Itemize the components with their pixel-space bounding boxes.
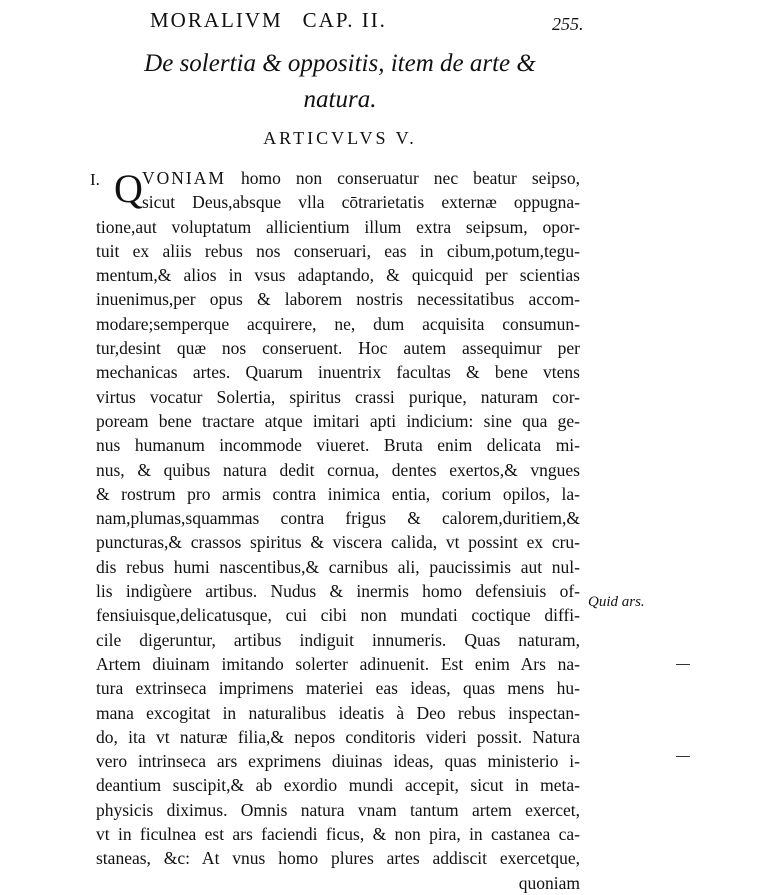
- body-text: [96, 166, 580, 895]
- text-line: staneas, &c: At vnus homo plures artes addiscit exercetque,: [96, 848, 580, 869]
- text-line: nus humanum incommode viueret. Bruta enim delicata mi-: [96, 435, 580, 456]
- text-line: lis indigùere artibus. Nudus & inermis homo defensiuis of-: [96, 581, 580, 602]
- text-line: sicut Deus,absque vlla cōtrarietatis externæ oppugna-: [142, 192, 580, 213]
- title-line-1: De solertia & oppositis, item de arte &: [144, 50, 536, 77]
- catchword: quoniam: [518, 872, 580, 893]
- text-line: nam,plumas,squammas contra frigus & calorem,duritiem,&: [96, 508, 580, 529]
- article-heading: ARTICVLVS V.: [263, 128, 417, 148]
- margin-tick: [676, 756, 690, 757]
- margin-note: Quid ars.: [588, 594, 645, 610]
- text-line: [96, 166, 580, 190]
- text-line: mana excogitat in naturalibus ideatis à Deo rebus inspectan-: [96, 702, 580, 723]
- text-line: tione,aut voluptatum allicientium illum extra seipsum, opor-: [96, 216, 580, 237]
- text-line: tura extrinseca imprimens materiei eas ideas, quas mens hu-: [96, 678, 580, 699]
- line-text: homo non conseruatur nec beatur seipso,: [225, 168, 580, 188]
- running-head-right: CAP. II.: [302, 8, 387, 32]
- text-line: physicis diximus. Omnis natura vnam tantum artem exercet,: [96, 799, 580, 820]
- text-line: do, ita vt naturæ filia,& nepos conditoris videri possit. Natura: [96, 726, 580, 747]
- text-line: vero intrinseca ars exprimens diuinas ideas, quas ministerio i-: [96, 751, 580, 772]
- text-line: tur,desint quæ nos conseruent. Hoc autem assequimur per: [96, 338, 580, 359]
- text-line: deantium suscipit,& ab exordio mundi accepit, sicut in meta-: [96, 775, 580, 796]
- text-line: modare;semperque acquirere, ne, dum acquisita consumun-: [96, 313, 580, 334]
- text-line: & rostrum pro armis contra inimica entia, corium opilos, la-: [96, 483, 580, 504]
- text-line: tuit ex aliis rebus nos conseruari, eas in cibum,potum,tegu-: [96, 240, 580, 261]
- text-line: mentum,& alios in vsus adaptando, & quicquid per scientias: [96, 265, 580, 286]
- page-number: 255.: [552, 14, 584, 34]
- text-line: virtus vocatur Solertia, spiritus crassi purique, naturam cor-: [96, 386, 580, 407]
- running-head-left: MORALIVM: [150, 8, 283, 32]
- drop-cap: Q: [114, 166, 143, 211]
- margin-tick: [676, 664, 690, 665]
- text-line: mechanicas artes. Quarum inuentrix facultas & bene vtens: [96, 362, 580, 383]
- chapter-title: [130, 46, 550, 118]
- running-head: [150, 8, 590, 33]
- text-line: nus, & quibus natura dedit cornua, dentes exertos,& vngues: [96, 459, 580, 480]
- text-line: vt in ficulnea est ars faciendi ficus, & non pira, in castanea ca-: [96, 824, 580, 845]
- text-line: fensiuisque,delicatusque, cui cibi non mundati coctique diffi-: [96, 605, 580, 626]
- text-line: inuenimus,per opus & laborem nostris necessitatibus accom-: [96, 289, 580, 310]
- text-line: Artem diuinam imitando solerter adinuenit. Est enim Ars na-: [96, 653, 580, 674]
- paragraph-number: I.: [90, 170, 100, 189]
- text-line: cile digeruntur, artibus indiguit innumeris. Quas naturam,: [96, 629, 580, 650]
- text-line: poream bene tractare atque imitari apti indicium: sine qua ge-: [96, 410, 580, 431]
- text-line: dis rebus humi nascentibus,& carnibus ali, paucissimis aut nul-: [96, 556, 580, 577]
- title-line-2: natura.: [303, 86, 377, 113]
- text-line: puncturas,& crassos spiritus & viscera calida, vt possint ex cru-: [96, 532, 580, 553]
- first-word: VONIAM: [142, 168, 226, 188]
